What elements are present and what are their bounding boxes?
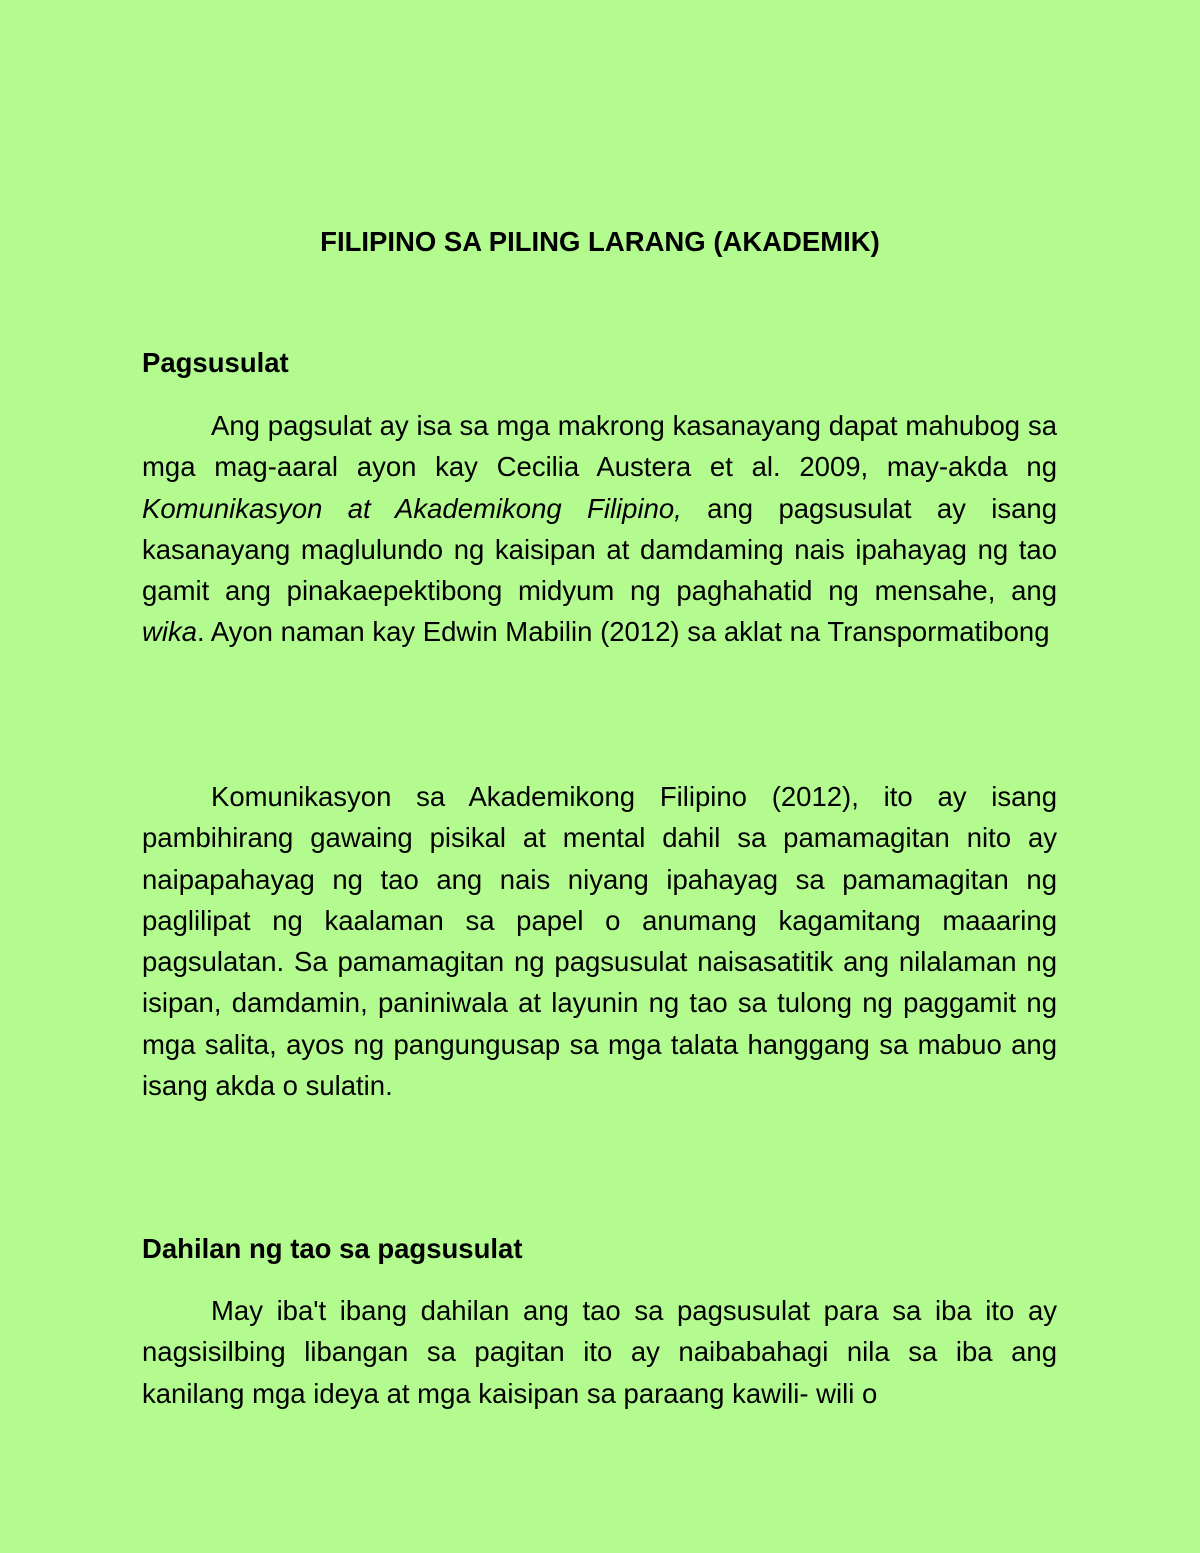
- document-title: FILIPINO SA PILING LARANG (AKADEMIK): [320, 226, 880, 257]
- paragraph-pagsusulat-definition: [142, 405, 1057, 653]
- paragraph-text: Ang pagsulat ay isa sa mga makrong kasanayang dapat mahubog sa mga mag-aaral ayon kay Cecilia Austera et al. 2009, may-akda ng: [142, 410, 1057, 483]
- paragraph-text: ang pagsusulat ay isang kasanayang maglulundo ng kaisipan at damdaming nais ipahayag ng tao gamit ang pinakaepektibong midyum ng paghahatid ng mensahe, ang: [142, 492, 1057, 607]
- paragraph-text: . Ayon naman kay Edwin Mabilin (2012) sa aklat na Transpormatibong: [197, 616, 1050, 648]
- emphasis-italic: wika: [142, 616, 198, 648]
- section-heading-pagsusulat: Pagsusulat: [142, 347, 289, 378]
- paragraph-dahilan: May iba't ibang dahilan ang tao sa pagsusulat para sa iba ito ay nagsisilbing libangan sa pagitan ito ay naibabahagi nila sa iba ang kanilang mga ideya at mga kaisipan sa paraang kawili- wili o: [142, 1295, 1057, 1409]
- paragraph-komunikasyon: Komunikasyon sa Akademikong Filipino (2012), ito ay isang pambihirang gawaing pisikal at mental dahil sa pamamagitan nito ay naipapahayag ng tao ang nais niyang ipahayag sa pamamagitan ng paglilipat ng kaalaman sa papel o anumang kagamitang maaaring pagsulatan. Sa pamamagitan ng pagsusulat naisasatitik ang nilalaman ng isipan, damdamin, paniniwala at layunin ng tao sa tulong ng paggamit ng mga salita, ayos ng pangungusap sa mga talata hanggang sa mabuo ang isang akda o sulatin.: [142, 781, 1057, 1102]
- section-heading-dahilan: Dahilan ng tao sa pagsusulat: [142, 1233, 523, 1264]
- book-title-italic: Komunikasyon at Akademikong Filipino,: [142, 492, 682, 524]
